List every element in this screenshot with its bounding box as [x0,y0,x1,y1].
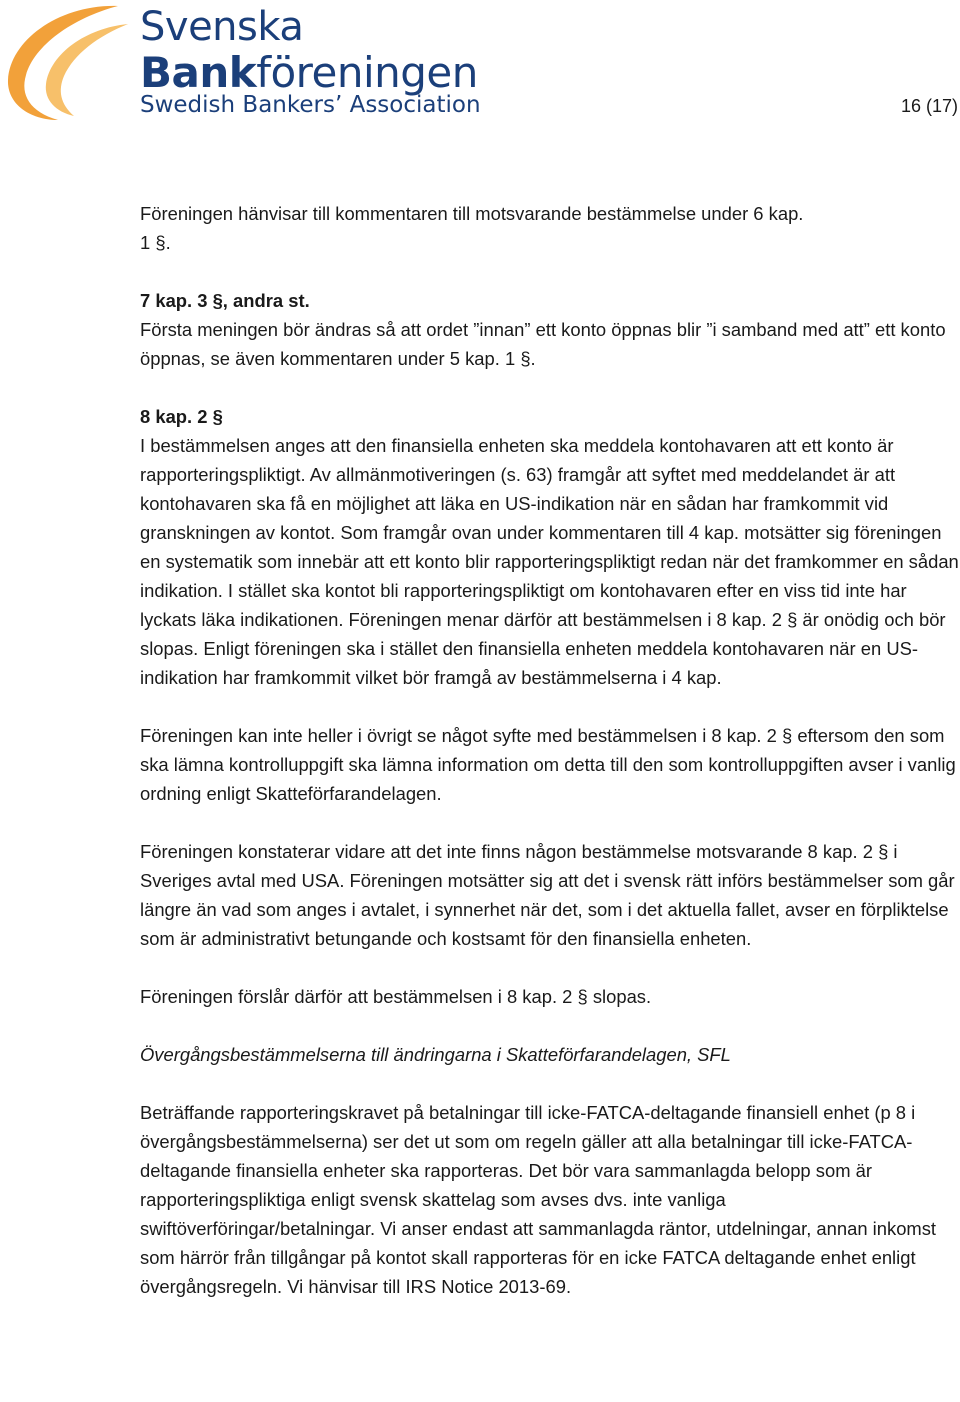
paragraph-forslag: Föreningen förslår därför att bestämmelsen i 8 kap. 2 § slopas. [140,986,652,1007]
paragraph-ref-6kap-line2: 1 §. [140,232,171,253]
logo-text-foreningen: föreningen [256,48,478,97]
section-heading-7kap [140,286,960,315]
paragraph-rapporteringskrav: Beträffande rapporteringskravet på betalningar till icke-FATCA-deltagande finansiell enhet (p 8 i övergångsbestämmelserna) ser det ut som om regeln gäller att alla betalningar till icke-FATCA-deltagande finansiella enheter ska rapporteras. Det bör vara sammanlagda belopp som är rapporteringspliktiga enligt svensk skattelag som avses dvs. inte vanliga swiftöverföringar/betalningar. Vi anser endast att sammanlagda räntor, utdelningar, annan inkomst som härrör från tillgångar på kontot skall rapporteras för en icke FATCA deltagande enhet enligt övergångsregeln. Vi hänvisar till IRS Notice 2013-69. [140,1102,937,1297]
paragraph-8kap: I bestämmelsen anges att den finansiella enheten ska meddela kontohavaren att ett konto är rapporteringspliktigt. Av allmänmotiveringen (s. 63) framgår att syftet med meddelandet är att kontohavaren ska få en möjlighet att läka en US-indikation när en sådan har framkommit vid granskningen av kontot. Som framgår ovan under kommentaren till 4 kap. motsätter sig föreningen en systematik som innebär att ett konto blir rapporteringspliktigt redan när det framkommer en sådan indikation. I stället ska kontot bli rapporteringspliktigt om kontohavaren efter en viss tid inte har lyckats läka indikationen. Föreningen menar därför att bestämmelsen i 8 kap. 2 § är onödig och bör slopas. Enligt föreningen ska i stället den finansiella enheten meddela kontohavaren när en US-indikation har framkommit vilket bör framgå av bestämmelserna i 4 kap. [140,435,959,688]
paragraph-avtal-usa: Föreningen konstaterar vidare att det inte finns någon bestämmelse motsvarande 8 kap. 2 § i Sveriges avtal med USA. Föreningen motsätter sig att det i svensk rätt införs bestämmelser som går längre än vad som anges i avtalet, i synnerhet när det, som i det aktuella fallet, avser en förpliktelse som är administrativt betungande och kostsamt för den finansiella enheten. [140,841,955,949]
paragraph-ref-6kap-line1: Föreningen hänvisar till kommentaren till motsvarande bestämmelse under 6 kap. [140,203,804,224]
page-number: 16 (17) [900,96,958,116]
section-heading-8kap [140,402,960,431]
logo-text-english: Swedish Bankers’ Association [140,92,481,118]
document-body [140,199,960,1330]
paragraph-syfte: Föreningen kan inte heller i övrigt se något syfte med bestämmelsen i 8 kap. 2 § eftersom den som ska lämna kontrolluppgift ska lämna information om detta till den som kontrolluppgiften avser i vanlig ordning enligt Skatteförfarandelagen. [140,725,956,804]
logo-text-bankforeningen [140,48,478,97]
section-7kap-title: 7 kap. 3 §, andra st. [140,290,310,311]
section-heading-overgang: Övergångsbestämmelserna till ändringarna i Skatteförfarandelagen, SFL [140,1044,731,1065]
paragraph-ref-6kap [140,199,960,257]
paragraph-7kap: Första meningen bör ändras så att ordet ”innan” ett konto öppnas blir ”i samband med att” ett konto öppnas, se även kommentaren under 5 kap. 1 §. [140,319,946,369]
logo [0,0,481,125]
logo-text-bank: Bank [140,48,257,97]
logo-text-svenska: Svenska [140,4,304,50]
section-8kap-title: 8 kap. 2 § [140,406,223,427]
logo-swirl-icon [0,0,140,125]
